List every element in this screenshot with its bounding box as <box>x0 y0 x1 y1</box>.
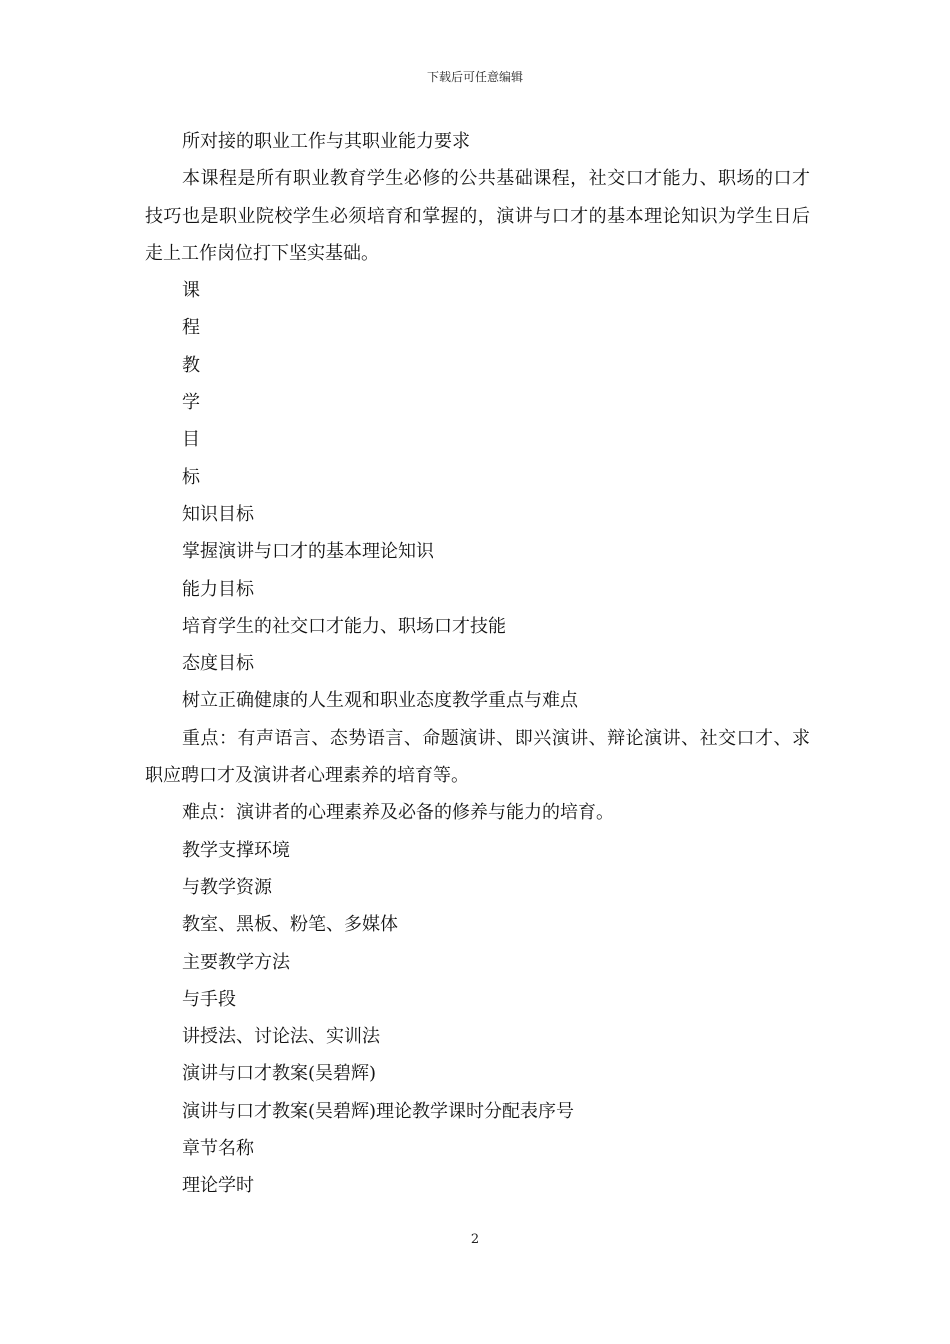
paragraph: 知识目标 <box>182 503 254 525</box>
paragraph: 标 <box>182 466 200 488</box>
paragraph: 演讲与口才教案(吴碧辉)理论教学课时分配表序号 <box>182 1100 575 1122</box>
paragraph: 本课程是所有职业教育学生必修的公共基础课程，社交口才能力、职场的口才技巧也是职业院校学生必须培育和掌握的，演讲与口才的基本理论知识为学生日后走上工作岗位打下坚实基础。 <box>145 168 810 264</box>
paragraph: 教学支撑环境 <box>182 839 290 861</box>
paragraph: 与手段 <box>182 988 236 1010</box>
paragraph: 目 <box>182 429 200 451</box>
paragraph: 与教学资源 <box>182 876 272 898</box>
paragraph: 态度目标 <box>182 653 254 675</box>
page-header: 下载后可任意编辑 <box>426 70 523 84</box>
paragraph: 难点：演讲者的心理素养及必备的修养与能力的培育。 <box>182 802 614 824</box>
paragraph: 教 <box>182 354 200 376</box>
paragraph: 培育学生的社交口才能力、职场口才技能 <box>182 615 506 637</box>
paragraph: 程 <box>182 317 200 339</box>
paragraph: 重点：有声语言、态势语言、命题演讲、即兴演讲、辩论演讲、社交口才、求职应聘口才及演讲者心理素养的培育等。 <box>145 727 810 787</box>
paragraph: 树立正确健康的人生观和职业态度教学重点与难点 <box>182 690 578 712</box>
paragraph: 所对接的职业工作与其职业能力要求 <box>182 131 470 152</box>
document-body <box>145 123 810 1205</box>
page-number: 2 <box>470 1232 480 1247</box>
paragraph: 能力目标 <box>182 578 254 600</box>
paragraph: 课 <box>182 280 200 302</box>
paragraph: 讲授法、讨论法、实训法 <box>182 1026 380 1048</box>
paragraph: 理论学时 <box>182 1175 254 1197</box>
paragraph: 章节名称 <box>182 1138 254 1160</box>
paragraph: 演讲与口才教案(吴碧辉) <box>182 1063 377 1085</box>
paragraph: 教室、黑板、粉笔、多媒体 <box>182 914 398 936</box>
paragraph: 掌握演讲与口才的基本理论知识 <box>182 541 434 563</box>
paragraph: 学 <box>182 392 200 414</box>
paragraph: 主要教学方法 <box>182 951 290 973</box>
